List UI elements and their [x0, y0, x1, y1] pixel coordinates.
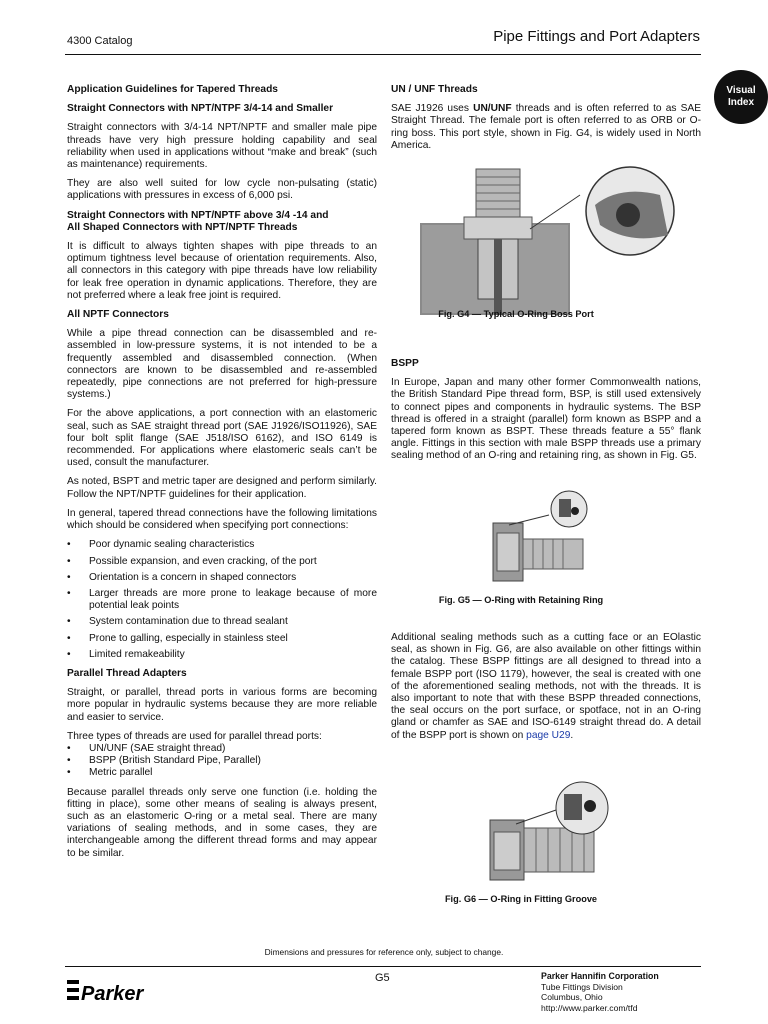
fig-g6-caption: Fig. G6 — O-Ring in Fitting Groove: [444, 894, 598, 904]
paragraph: Three types of threads are used for parallel thread ports:: [67, 730, 322, 742]
paragraph: While a pipe thread connection can be disassembled and re-assembled in low-pressure systems, it is not intended to be a frequently assembled and disassembled connection. (When connectors are known to be disassembled and re-assembled repeatedly, pipe connections are not preferred for high-pressure systems.): [67, 328, 377, 401]
fig-g4-illustration: [420, 165, 680, 315]
paragraph: Straight connectors with 3/4-14 NPT/NPTF and smaller male pipe threads have very high pressure holding capability and seal reliability when used in applications without “make and break” (such as maintenance) requirements.: [67, 122, 377, 171]
list-item: • System contamination due to thread sealant: [67, 616, 377, 628]
paragraph: Because parallel threads only serve one function (i.e. holding the fitting in place), some other means of sealing is always present, such as an elastomeric O-ring or a metal seal. There are many variations of sealing methods, and in some cases, they are interchangeable among the different thread forms and may appear to be similar.: [67, 786, 377, 859]
fig-g5-illustration: [487, 489, 597, 585]
section-heading: Parallel Thread Adapters: [67, 667, 187, 679]
list-item: • Prone to galling, especially in stainless steel: [67, 633, 377, 645]
page-u29-link[interactable]: page U29: [526, 729, 571, 741]
heading-line: Straight Connectors with NPT/NPTF above 3/4 -14 and: [67, 209, 329, 221]
paragraph: As noted, BSPT and metric taper are designed and perform similarly. Follow the NPT/NPTF guidelines for their application.: [67, 476, 377, 500]
text-run-bold: UN/UNF: [473, 103, 512, 115]
thread-types-list: [67, 743, 377, 780]
list-item: • Limited remakeability: [67, 649, 377, 661]
left-column: [67, 84, 377, 867]
bspp-section: [391, 358, 701, 470]
section-heading: UN / UNF Threads: [391, 84, 478, 95]
page-number: G5: [375, 972, 390, 984]
paragraph: They are also well suited for low cycle non-pulsating (static) applications with pressures in excess of 6,000 psi.: [67, 178, 377, 202]
catalog-label: 4300 Catalog: [67, 35, 133, 47]
website-link[interactable]: http://www.parker.com/tfd: [541, 1002, 638, 1013]
paragraph: [391, 632, 701, 742]
visual-index-line1: Visual: [726, 85, 756, 96]
list-item: • Possible expansion, and even cracking, of the port: [67, 556, 377, 568]
section-heading: BSPP: [391, 358, 419, 369]
text-run: .: [570, 729, 574, 741]
paragraph: In general, tapered thread connections have the following limitations which should be considered when specifying port connections:: [67, 507, 377, 532]
list-item: • UN/UNF (SAE straight thread): [67, 743, 377, 755]
company-info: [541, 971, 659, 1013]
footer-divider: [65, 966, 701, 967]
list-item: • Larger threads are more prone to leakage because of more potential leak points: [67, 588, 377, 612]
paragraph: In Europe, Japan and many other former Commonwealth nations, the British Standard Pipe thread form, BSP, is still used extensively to connect pipes and components in hydraulic systems. The BSP thread is offered in a straight (parallel) form known as BSPP and a tapered form known as BSPT. These threads feature a 55° flank angle. Fittings in this section with male BSPP threads use a primary sealing method of an O-ring and retaining ring, as shown in Fig. G5.: [391, 377, 701, 462]
parker-logo: [67, 976, 155, 1008]
fig-g5-caption: Fig. G5 — O-Ring with Retaining Ring: [438, 595, 604, 605]
company-name: Parker Hannifin Corporation: [541, 971, 659, 981]
visual-index-line2: Index: [727, 97, 755, 108]
location: Columbus, Ohio: [541, 992, 603, 1002]
fig-g4-caption: Fig. G4 — Typical O-Ring Boss Port: [438, 309, 594, 319]
section-heading: [67, 210, 377, 234]
list-item: • Poor dynamic sealing characteristics: [67, 539, 377, 551]
header-divider: [65, 54, 701, 55]
visual-index-button[interactable]: [714, 70, 768, 124]
footer-note: Dimensions and pressures for reference only, subject to change.: [264, 947, 504, 957]
page-title: Pipe Fittings and Port Adapters: [493, 28, 700, 45]
additional-sealing-section: [391, 632, 701, 749]
heading-line: All Shaped Connectors with NPT/NPTF Threads: [67, 221, 298, 233]
section-heading: All NPTF Connectors: [67, 309, 169, 321]
section-heading: Application Guidelines for Tapered Threads: [67, 84, 278, 95]
list-item: • Metric parallel: [67, 767, 377, 779]
paragraph: For the above applications, a port connection with an elastomeric seal, such as SAE straight thread port (SAE J1926/ISO11926), SAE four bolt split flange (SAE J518/ISO 6162), and ISO 6149 is recommended. For applications where elastomeric seals can’t be used, consult the manufacturer.: [67, 408, 377, 469]
limitations-list: [67, 539, 377, 661]
paragraph: Straight, or parallel, thread ports in various forms are becoming more popular in hydraulic systems because they are more reliable and easier to service.: [67, 687, 377, 723]
logo-text: Parker: [81, 983, 144, 1005]
fig-g6-illustration: [486, 780, 612, 884]
list-item: • Orientation is a concern in shaped connectors: [67, 572, 377, 584]
paragraph: [391, 103, 701, 152]
text-run: Additional sealing methods such as a cutting face or an EOlastic seal, as shown in Fig. G6, are also available on other fittings within the catalog. These BSPP fittings are all designed to thread into a female BSPP port (ISO 1179), however, the seal is created with one of the aforementioned sealing methods, not with the threads. It is also important to note that with these BSPP threaded connections, the seal occurs on the port surface, or spotface, not in an O-ring gland or chamfer as SAE and ISO-6149 straight thread do. A detail of the BSPP port is shown on: [391, 632, 701, 741]
paragraph: It is difficult to always tighten shapes with pipe threads to an optimum tightness level because of orientation requirements. Also, all connectors in this category with pipe threads have low reliability for leak free operation in dynamic applications. Therefore, they are not preferred where a leak free joint is required.: [67, 241, 377, 301]
division: Tube Fittings Division: [541, 981, 623, 992]
text-run: SAE J1926 uses: [391, 103, 474, 115]
text-run: threads and is often referred to as SAE Straight Thread. The female port is often referred to as ORB or O-ring boss. This port style, shown in Fig. G4, is widely used in North America.: [391, 103, 702, 151]
section-heading: Straight Connectors with NPT/NTPF 3/4-14 and Smaller: [67, 103, 334, 115]
right-column: [391, 84, 701, 159]
list-item: • BSPP (British Standard Pipe, Parallel): [67, 755, 377, 767]
